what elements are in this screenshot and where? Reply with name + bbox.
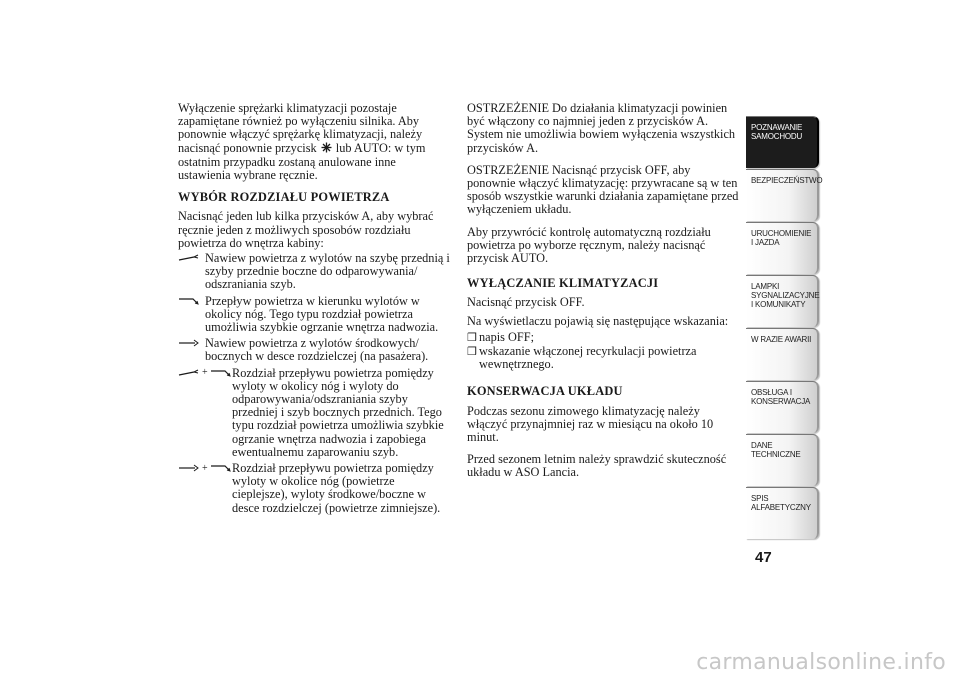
tab-bezpieczenstwo[interactable]: BEZPIECZEŃSTWO <box>746 169 819 221</box>
off-text-1: Nacisnąć przycisk OFF. <box>467 295 585 310</box>
warning-paragraph-2: OSTRZEŻENIE Nacisnąć przycisk OFF, aby ponownie włączyć klimatyzację: przywracane są w ten sposób wszystkie warunki działania zapamiętane przed wyłączeniem układu. <box>467 162 739 217</box>
section-heading-air-distribution: WYBÓR ROZDZIAŁU POWIETRZA <box>178 190 390 205</box>
footwell-vent-icon <box>210 367 232 380</box>
air-item-center: Nawiew powietrza z wylotów środkowych/ bocznych w desce rozdzielczej (na pasażera). <box>178 337 450 363</box>
center-vent-icon <box>178 462 200 475</box>
right-column <box>467 102 739 489</box>
section-heading-ac-off: WYŁĄCZANIE KLIMATYZACJI <box>467 276 659 291</box>
maintenance-text-2: Przed sezonem letnim należy sprawdzić skuteczność układu w ASO Lancia. <box>467 452 727 480</box>
off-indications-list <box>467 331 739 372</box>
plus-sign: + <box>202 367 208 379</box>
footwell-vent-icon <box>178 295 200 308</box>
section-heading-maintenance: KONSERWACJA UKŁADU <box>467 384 623 399</box>
air-item-windscreen: Nawiew powietrza z wylotów na szybę przednią i szyby przednie boczne do odparowywania/ odszraniania szyb. <box>178 252 450 292</box>
tab-poznawanie-samochodu[interactable]: POZNAWANIE SAMOCHODU <box>746 116 819 168</box>
plus-sign: + <box>202 462 208 474</box>
warning-paragraph-1: OSTRZEŻENIE Do działania klimatyzacji powinien być włączony co najmniej jeden z przycisków A. System nie umożliwia bowiem wyłączenia wszystkich przycisków A. <box>467 101 736 155</box>
tab-dane-techniczne[interactable]: DANE TECHNICZNE <box>746 434 819 486</box>
section-intro: Nacisnąć jeden lub kilka przycisków A, aby wybrać ręcznie jeden z możliwych sposobów rozdziału powietrza do wnętrza kabiny: <box>178 209 434 250</box>
windscreen-vent-icon <box>178 367 200 380</box>
off-text-2: Na wyświetlaczu pojawią się następujące wskazania: <box>467 313 729 328</box>
footwell-vent-icon <box>210 462 232 475</box>
air-item-windscreen-footwell: + Rozdział przepływu powietrza pomiędzy wyloty w okolicy nóg i wyloty do odparowywania/odszraniania szyby przedniej i szyb bocznych przednich. Tego typu rozdział powietrza umożliwia szybkie ogrzanie wnętrza nadwozia i zapobiega ewentualnemu zaparowaniu szyb. <box>178 367 450 459</box>
page-number: 47 <box>755 549 772 566</box>
intro-paragraph: Wyłączenie sprężarki klimatyzacji pozostaje zapamiętane również po wyłączeniu silnika. Aby ponownie włączyć sprężarkę klimatyzacji, należy nacisnąć ponownie przycisk lub AUTO: w tym ostatnim przypadku zostaną anulowane inne ustawienia wybrane ręcznie. <box>178 101 426 183</box>
tab-w-razie-awarii[interactable]: W RAZIE AWARII <box>746 328 819 380</box>
tab-obsluga-i-konserwacja[interactable]: OBSŁUGA I KONSERWACJA <box>746 381 819 433</box>
air-item-footwell: Przepływ powietrza w kierunku wylotów w okolicy nóg. Tego typu rozdział powietrza umożliwia szybkie ogrzanie wnętrza nadwozia. <box>178 295 450 335</box>
air-distribution-list <box>178 252 450 515</box>
list-item: ❒ napis OFF; <box>467 329 535 344</box>
restore-auto-paragraph: Aby przywrócić kontrolę automatyczną rozdziału powietrza po wyborze ręcznym, należy nacisnąć przycisk AUTO. <box>467 224 711 266</box>
checkbox-bullet-icon: ❒ <box>467 331 477 344</box>
center-vent-icon <box>178 337 200 350</box>
list-item: ❒ wskazanie włączonej recyrkulacji powietrza wewnętrznego. <box>467 344 697 372</box>
checkbox-bullet-icon: ❒ <box>467 346 477 359</box>
windscreen-vent-icon <box>178 252 200 265</box>
tab-uruchomienie-i-jazda[interactable]: URUCHOMIENIE I JAZDA <box>746 222 819 274</box>
air-item-center-footwell: + Rozdział przepływu powietrza pomiędzy wyloty w okolice nóg (powietrze cieplejsze), wyloty środkowe/boczne w desce rozdzielczej (powietrze zimniejsze). <box>178 462 450 515</box>
tab-spis-alfabetyczny[interactable]: SPIS ALFABETYCZNY <box>746 487 819 539</box>
left-column <box>178 102 450 518</box>
tab-lampki-sygnalizacyjne[interactable]: LAMPKI SYGNALIZACYJNE I KOMUNIKATY <box>746 275 819 327</box>
chapter-sidebar <box>746 116 823 540</box>
ac-compressor-icon <box>321 142 332 156</box>
maintenance-text-1: Podczas sezonu zimowego klimatyzację należy włączyć przynajmniej raz w miesiącu na około 10 minut. <box>467 403 714 445</box>
watermark: carmanualsonline.info <box>696 650 946 675</box>
